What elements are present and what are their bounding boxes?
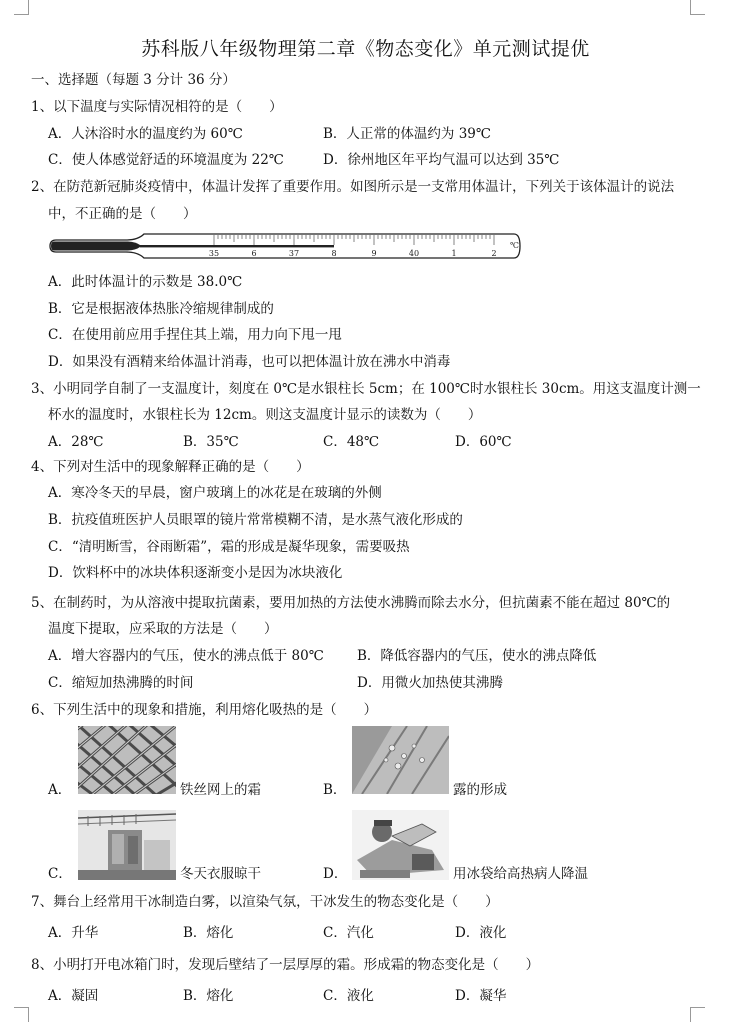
q6-option-d-text: 用冰袋给高热病人降温	[453, 866, 588, 882]
q4-option-b: B．抗疫值班医护人员眼罩的镜片常常模糊不清，是水蒸气液化形成的	[48, 512, 463, 528]
q4-option-c: C．“清明断雪，谷雨断霜”，霜的形成是凝华现象，需要吸热	[48, 539, 410, 555]
q6-option-a-letter: A．	[48, 782, 72, 798]
thermometer-scale-label: 8	[331, 249, 337, 258]
corner-mark	[690, 1007, 705, 1022]
corner-mark	[14, 1007, 29, 1022]
q6-option-c-text: 冬天衣服晾干	[180, 866, 261, 882]
q3-option-d: D．60℃	[455, 434, 512, 450]
q1-option-b: B．人正常的体温约为 39℃	[323, 126, 491, 142]
thermometer-scale-label: 2	[491, 249, 497, 258]
q1-stem: 1、以下温度与实际情况相符的是（ ）	[31, 99, 283, 115]
corner-mark	[690, 0, 705, 15]
q1-option-a: A．人沐浴时水的温度约为 60℃	[48, 126, 243, 142]
page-title: 苏科版八年级物理第二章《物态变化》单元测试提优	[141, 38, 590, 60]
thermometer-scale-label: 6	[251, 249, 257, 258]
clothes-drying-photo	[78, 810, 176, 880]
q6-option-d-letter: D．	[323, 866, 348, 882]
q2-stem: 2、在防范新冠肺炎疫情中，体温计发挥了重要作用。如图所示是一支常用体温计，下列关于该体温计的说法	[31, 179, 675, 195]
q7-option-d: D．液化	[455, 925, 507, 941]
q6-stem: 6、下列生活中的现象和措施，利用熔化吸热的是（ ）	[31, 702, 378, 718]
q8-option-a: A．凝固	[48, 988, 99, 1004]
q5-option-b: B．降低容器内的气压，使水的沸点降低	[357, 648, 597, 664]
q3-option-b: B．35℃	[183, 434, 239, 450]
ice-pack-patient-photo	[352, 810, 449, 880]
q2-option-d: D．如果没有酒精来给体温计消毒，也可以把体温计放在沸水中消毒	[48, 354, 451, 370]
q1-option-d: D．徐州地区年平均气温可以达到 35℃	[323, 152, 560, 168]
q8-option-b: B．熔化	[183, 988, 234, 1004]
q4-option-a: A．寒冷冬天的早晨，窗户玻璃上的冰花是在玻璃的外侧	[48, 485, 382, 501]
q4-option-d: D．饮料杯中的冰块体积逐渐变小是因为冰块液化	[48, 565, 343, 581]
thermometer-scale-label: 40	[408, 249, 420, 258]
q2-option-a: A．此时体温计的示数是 38.0℃	[48, 274, 243, 290]
q6-option-c-letter: C．	[48, 866, 72, 882]
q4-stem: 4、下列对生活中的现象解释正确的是（ ）	[31, 459, 310, 475]
frost-on-wire-mesh-photo	[78, 726, 176, 794]
q7-option-c: C．汽化	[323, 925, 374, 941]
q6-option-b-letter: B．	[323, 782, 347, 798]
q7-option-a: A．升华	[48, 925, 99, 941]
q5-option-a: A．增大容器内的气压，使水的沸点低于 80℃	[48, 648, 324, 664]
q5-option-d: D．用微火加热使其沸腾	[357, 675, 503, 691]
thermometer-scale-label: 35	[208, 249, 220, 258]
thermometer-unit: ℃	[510, 241, 519, 250]
thermometer-scale-label: 9	[371, 249, 377, 258]
q8-option-d: D．凝华	[455, 988, 507, 1004]
q2-option-b: B．它是根据液体热胀冷缩规律制成的	[48, 301, 274, 317]
q5-stem-cont: 温度下提取，应采取的方法是（ ）	[48, 621, 278, 637]
q5-stem: 5、在制药时，为从溶液中提取抗菌素，要用加热的方法使水沸腾而除去水分，但抗菌素不能在超过 80℃的	[31, 595, 671, 611]
corner-mark	[14, 0, 29, 15]
q5-option-c: C．缩短加热沸腾的时间	[48, 675, 194, 691]
q3-option-a: A．28℃	[48, 434, 104, 450]
thermometer-scale-label: 1	[451, 249, 457, 258]
q6-option-b-text: 露的形成	[453, 782, 507, 798]
q6-option-a-text: 铁丝网上的霜	[180, 782, 261, 798]
q8-stem: 8、小明打开电冰箱门时，发现后壁结了一层厚厚的霜。形成霜的物态变化是（ ）	[31, 957, 540, 973]
thermometer-scale-label: 37	[288, 249, 300, 258]
q2-option-c: C．在使用前应用手捏住其上端，用力向下甩一甩	[48, 327, 342, 343]
q3-stem: 3、小明同学自制了一支温度计，刻度在 0℃是水银柱长 5cm；在 100℃时水银柱长 30cm。用这支温度计测一	[31, 381, 701, 397]
q2-stem-cont: 中，不正确的是（ ）	[48, 206, 197, 222]
q3-option-c: C．48℃	[323, 434, 380, 450]
q8-option-c: C．液化	[323, 988, 374, 1004]
q1-option-c: C．使人体感觉舒适的环境温度为 22℃	[48, 152, 284, 168]
q3-stem-cont: 杯水的温度时，水银柱长为 12cm。则这支温度计显示的读数为（ ）	[48, 407, 482, 423]
q7-option-b: B．熔化	[183, 925, 234, 941]
section-heading: 一、选择题（每题 3 分计 36 分）	[31, 72, 236, 88]
thermometer-figure	[48, 230, 524, 262]
q7-stem: 7、舞台上经常用干冰制造白雾，以渲染气氛，干冰发生的物态变化是（ ）	[31, 894, 499, 910]
dew-formation-photo	[352, 726, 449, 794]
